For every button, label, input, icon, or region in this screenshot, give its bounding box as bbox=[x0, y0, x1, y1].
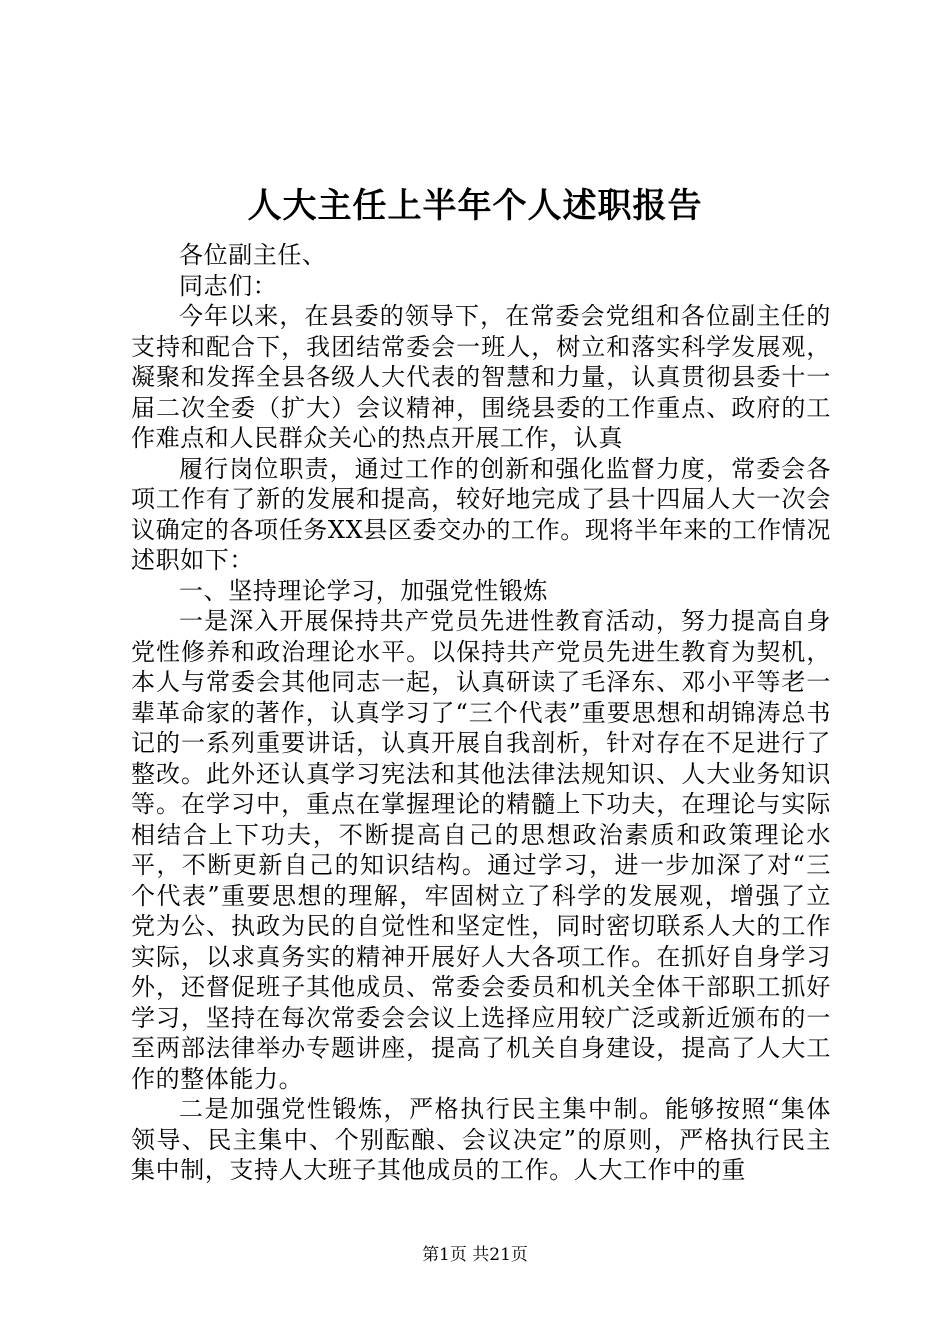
document-title: 人大主任上半年个人述职报告 bbox=[247, 186, 703, 226]
body-paragraph: 一是深入开展保持共产党员先进性教育活动，努力提高自身党性修养和政治理论水平。以保持共产党员先进生教育为契机，本人与常委会其他同志一起，认真研读了毛泽东、邓小平等老一辈革命家的著作，认真学习了“三个代表”重要思想和胡锦涛总书记的一系列重要讲话，认真开展自我剖析，针对存在不足进行了整改。此外还认真学习宪法和其他法律法规知识、人大业务知识等。在学习中，重点在掌握理论的精髓上下功夫，在理论与实际相结合上下功夫，不断提高自己的思想政治素质和政策理论水平，不断更新自己的知识结构。通过学习，进一步加深了对“三个代表”重要思想的理解，牢固树立了科学的发展观，增强了立党为公、执政为民的自觉性和坚定性，同时密切联系人大的工作实际，以求真务实的精神开展好人大各项工作。在抓好自身学习外，还督促班子其他成员、常委会委员和机关全体干部职工抓好学习，坚持在每次常委会会议上选择应用较广泛或新近颁布的一至两部法律举办专题讲座，提高了机关自身建设，提高了人大工作的整体能力。 bbox=[131, 607, 831, 1093]
page-number: 第1页 共21页 bbox=[422, 1245, 528, 1265]
body-paragraph: 二是加强党性锻炼，严格执行民主集中制。能够按照“集体领导、民主集中、个别酝酿、会议决定”的原则，严格执行民主集中制，支持人大班子其他成员的工作。人大工作中的重 bbox=[131, 1095, 831, 1184]
body-paragraph: 履行岗位职责，通过工作的创新和强化监督力度，常委会各项工作有了新的发展和提高，较好地完成了县十四届人大一次会议确定的各项任务XX县区委交办的工作。现将半年来的工作情况述职如下： bbox=[131, 454, 831, 574]
section-heading: 一、坚持理论学习，加强党性锻炼 bbox=[179, 576, 548, 605]
body-paragraph: 今年以来，在县委的领导下，在常委会党组和各位副主任的支持和配合下，我团结常委会一班人，树立和落实科学发展观，凝聚和发挥全县各级人大代表的智慧和力量，认真贯彻县委十一届二次全委（扩大）会议精神，围绕县委的工作重点、政府的工作难点和人民群众关心的热点开展工作，认真 bbox=[131, 302, 831, 452]
salutation-line: 各位副主任、 bbox=[179, 241, 327, 269]
document-body bbox=[131, 240, 831, 1186]
salutation-line: 同志们： bbox=[179, 271, 278, 300]
